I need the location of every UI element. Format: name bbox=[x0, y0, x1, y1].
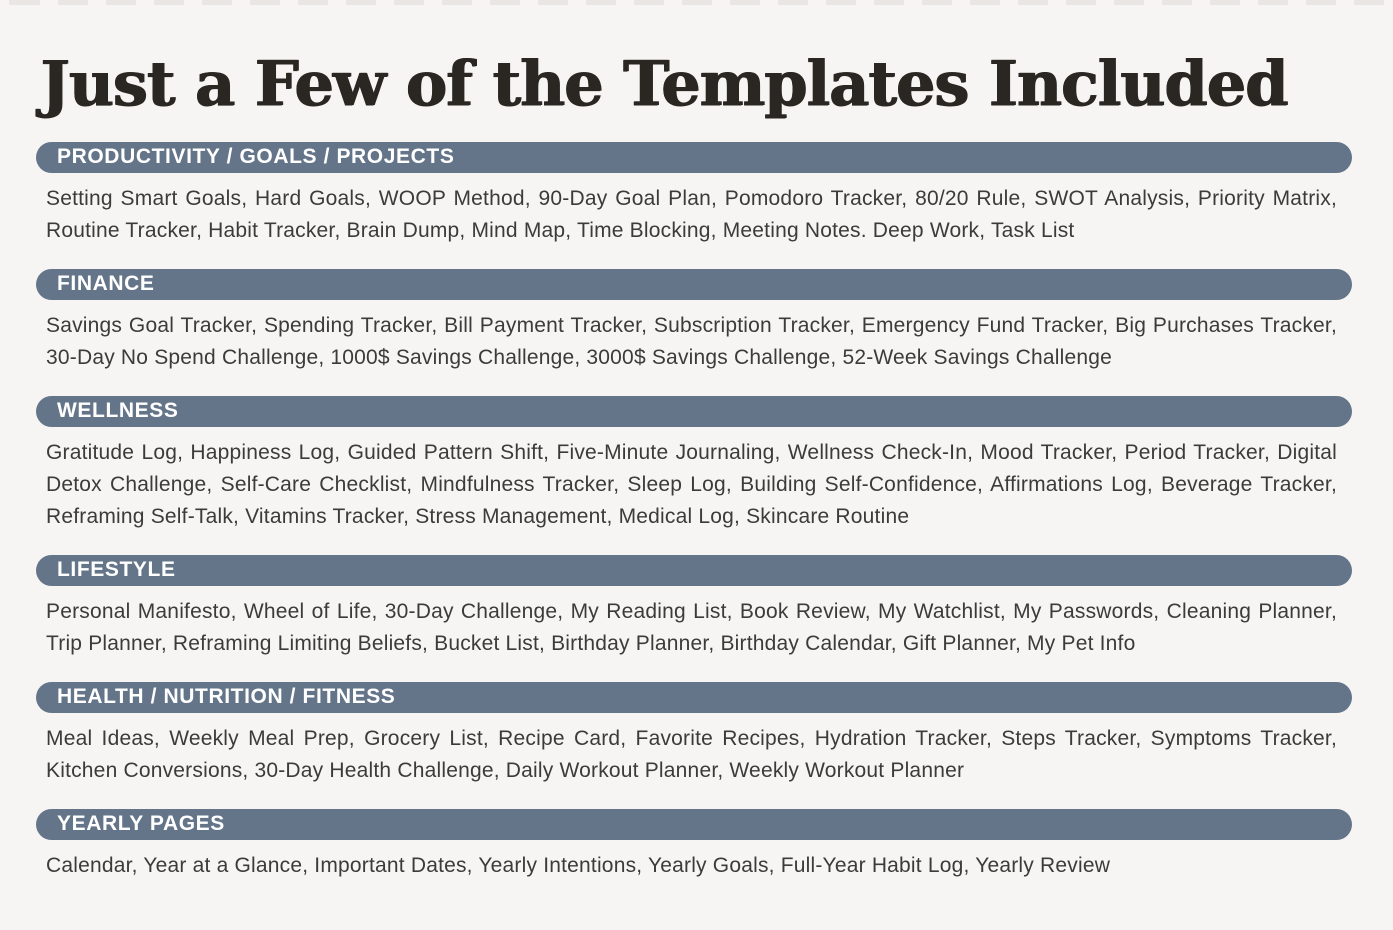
section-header-label: WELLNESS bbox=[57, 399, 179, 423]
section-header-label: FINANCE bbox=[57, 272, 155, 296]
section-template-list: Calendar, Year at a Glance, Important Dates, Yearly Intentions, Yearly Goals, Full-Year Habit Log, Yearly Review bbox=[46, 854, 1111, 878]
section-health-nutrition-fitness bbox=[0, 682, 1393, 787]
top-dashed-border bbox=[0, 0, 1393, 5]
section-header-pill-wellness bbox=[36, 396, 1352, 427]
section-yearly-pages bbox=[0, 809, 1393, 882]
section-wellness bbox=[0, 396, 1393, 533]
section-template-list: Savings Goal Tracker, Spending Tracker, Bill Payment Tracker, Subscription Tracker, Emergency Fund Tracker, Big Purchases Tracker, 30-Day No Spend Challenge, 1000$ Savings Challenge, 3000$ Savings Challenge, 52-Week Savings Challenge bbox=[46, 314, 1337, 370]
section-header-pill-health bbox=[36, 682, 1352, 713]
section-template-list: Gratitude Log, Happiness Log, Guided Pattern Shift, Five-Minute Journaling, Wellness Check-In, Mood Tracker, Period Tracker, Digital Detox Challenge, Self-Care Checklist, Mindfulness Tracker, Sleep Log, Building Self-Confidence, Affirmations Log, Beverage Tracker, Reframing Self-Talk, Vitamins Tracker, Stress Management, Medical Log, Skincare Routine bbox=[46, 441, 1337, 529]
section-productivity bbox=[0, 142, 1393, 247]
section-header-label: YEARLY PAGES bbox=[57, 812, 225, 836]
section-lifestyle bbox=[0, 555, 1393, 660]
section-header-pill-productivity bbox=[36, 142, 1352, 173]
section-header-pill-lifestyle bbox=[36, 555, 1352, 586]
section-header-pill-finance bbox=[36, 269, 1352, 300]
section-header-label: PRODUCTIVITY / GOALS / PROJECTS bbox=[57, 145, 455, 169]
section-header-pill-yearly bbox=[36, 809, 1352, 840]
section-header-label: LIFESTYLE bbox=[57, 558, 176, 582]
section-template-list: Personal Manifesto, Wheel of Life, 30-Day Challenge, My Reading List, Book Review, My Watchlist, My Passwords, Cleaning Planner, Trip Planner, Reframing Limiting Beliefs, Bucket List, Birthday Planner, Birthday Calendar, Gift Planner, My Pet Info bbox=[46, 600, 1337, 656]
page-title: Just a Few of the Templates Included bbox=[40, 47, 1288, 120]
section-template-list: Setting Smart Goals, Hard Goals, WOOP Method, 90-Day Goal Plan, Pomodoro Tracker, 80/20 Rule, SWOT Analysis, Priority Matrix, Routine Tracker, Habit Tracker, Brain Dump, Mind Map, Time Blocking, Meeting Notes. Deep Work, Task List bbox=[46, 187, 1337, 243]
section-finance bbox=[0, 269, 1393, 374]
section-template-list: Meal Ideas, Weekly Meal Prep, Grocery List, Recipe Card, Favorite Recipes, Hydration Tracker, Steps Tracker, Symptoms Tracker, Kitchen Conversions, 30-Day Health Challenge, Daily Workout Planner, Weekly Workout Planner bbox=[46, 727, 1337, 783]
section-header-label: HEALTH / NUTRITION / FITNESS bbox=[57, 685, 396, 709]
